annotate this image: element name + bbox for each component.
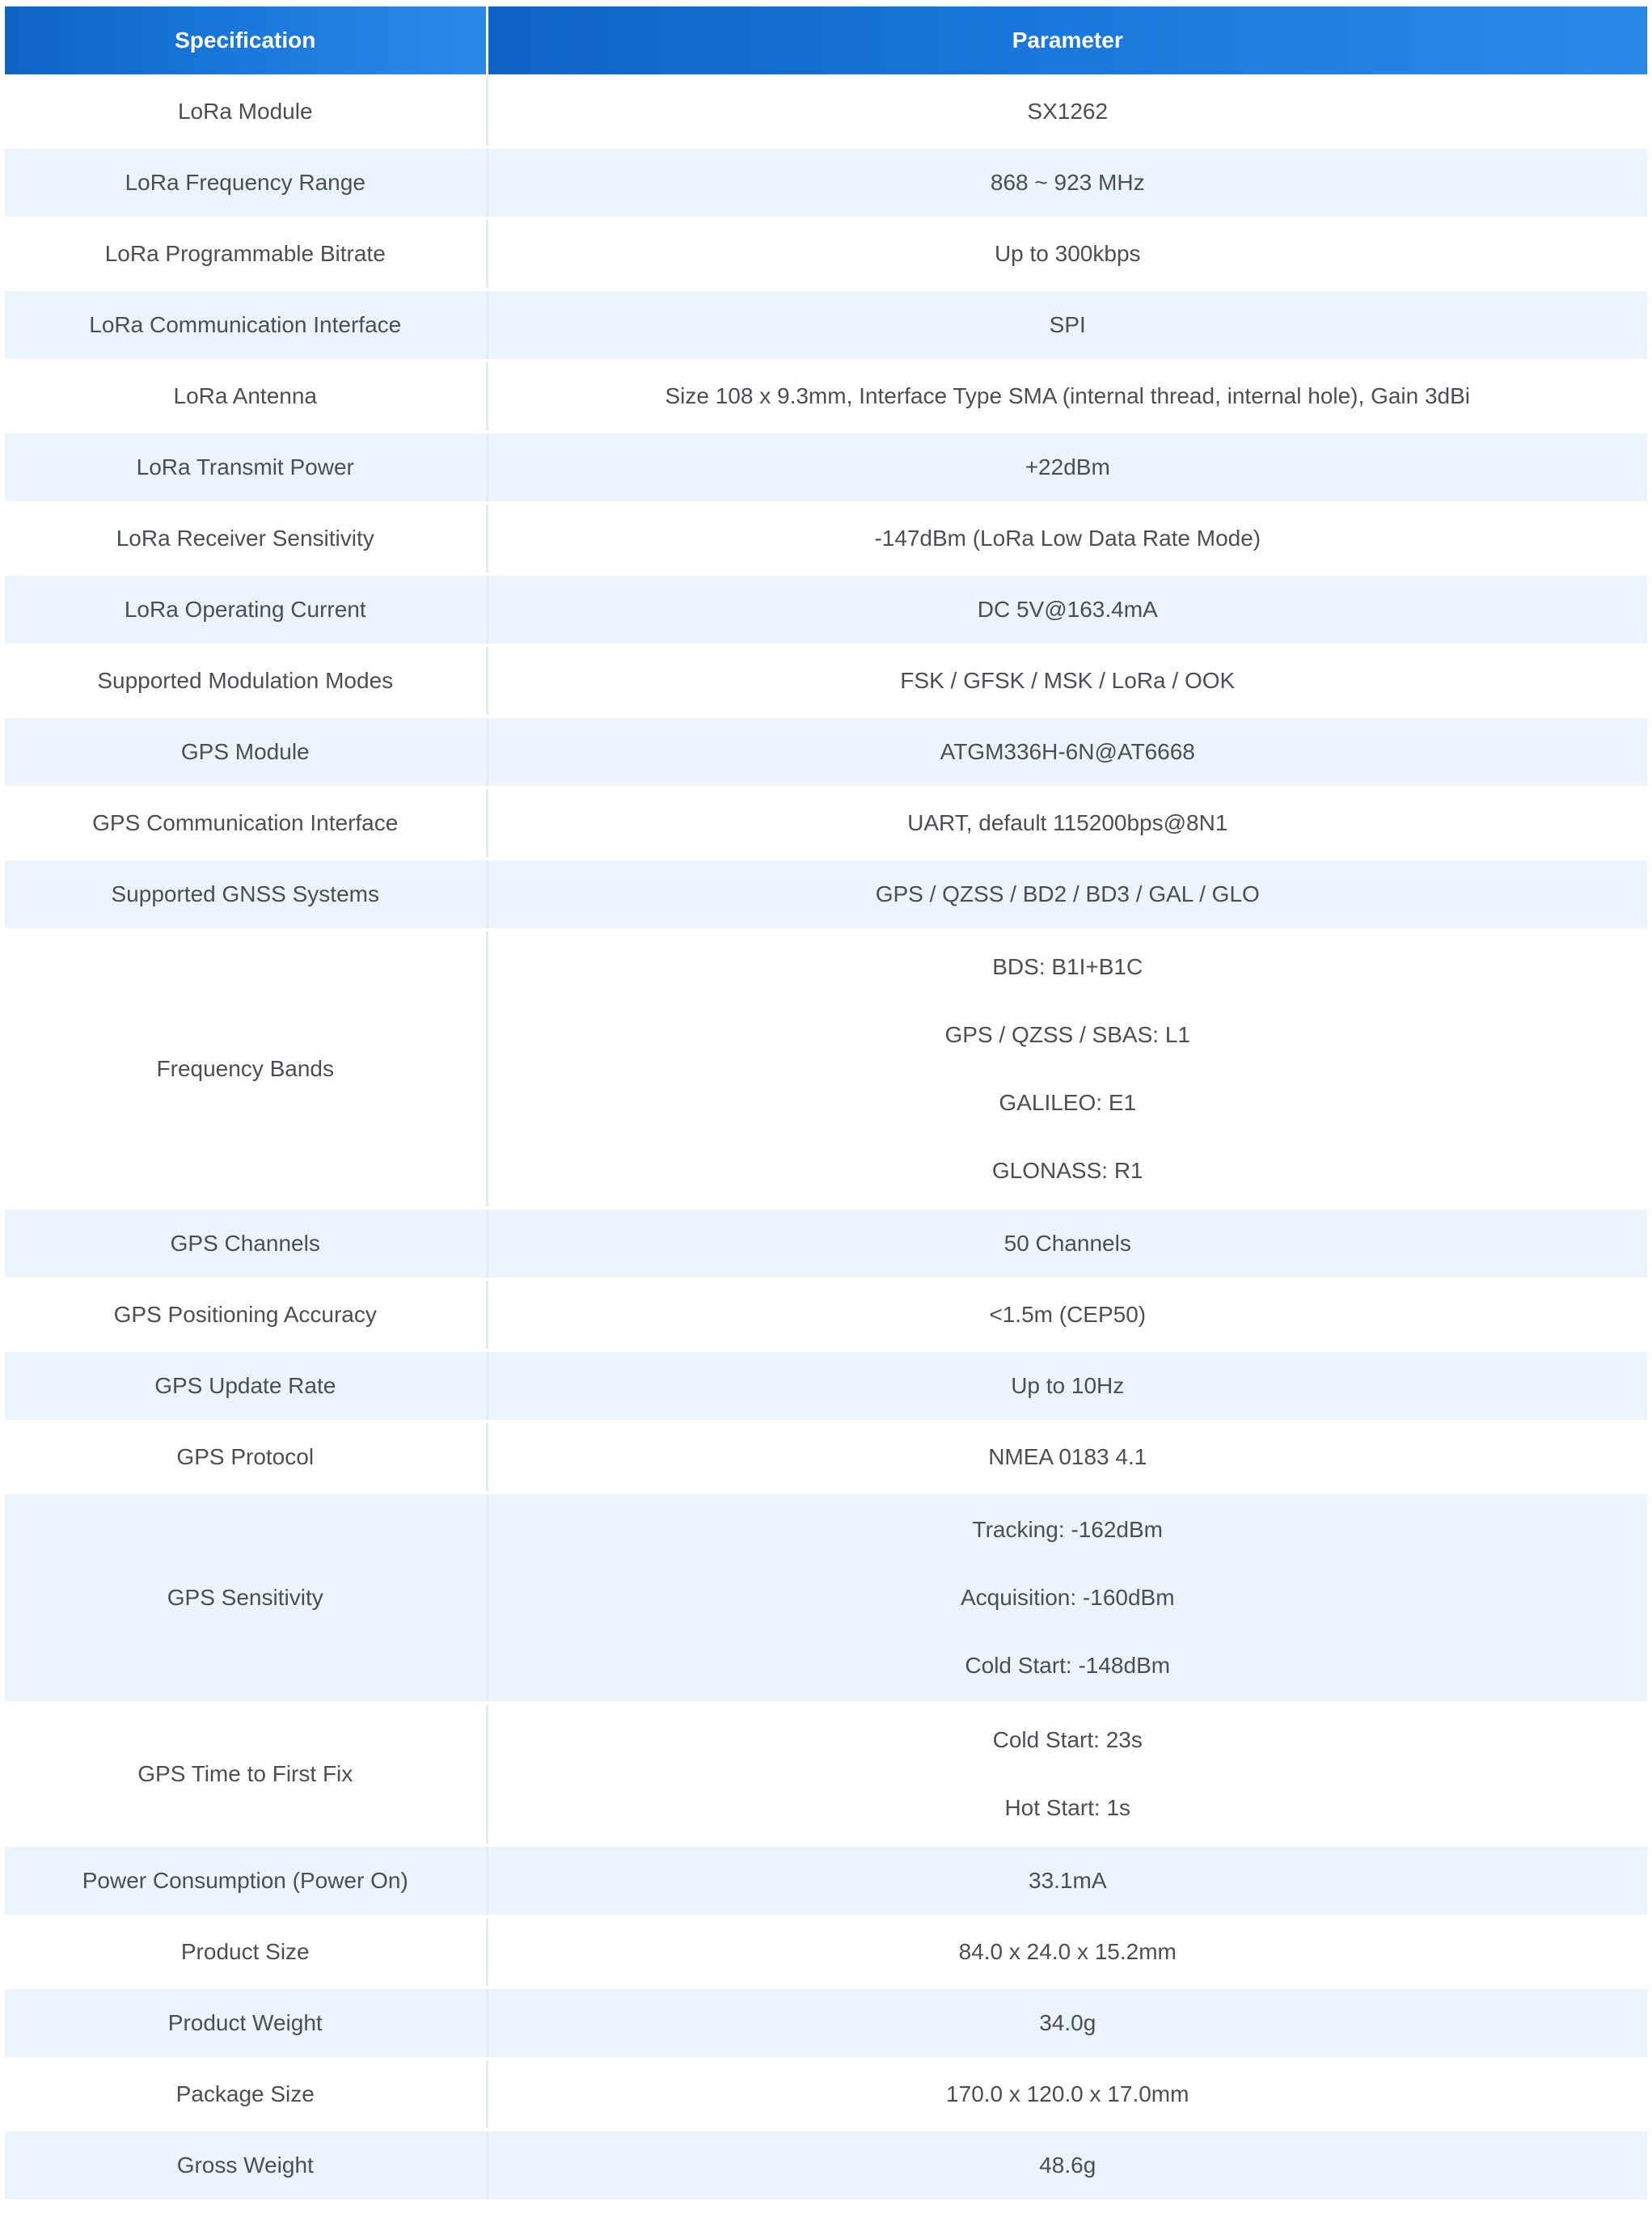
parameter-value: FSK / GFSK / MSK / LoRa / OOK: [900, 668, 1236, 693]
table-row: [5, 1208, 1647, 1279]
parameter-value: 84.0 x 24.0 x 15.2mm: [958, 1939, 1177, 1964]
parameter-value: Cold Start: 23s: [992, 1727, 1143, 1752]
parameter-cell: [487, 1350, 1647, 1422]
parameter-value: Tracking: -162dBm: [972, 1517, 1163, 1542]
parameter-value: GALILEO: E1: [999, 1090, 1137, 1115]
spec-cell: Product Weight: [5, 1988, 487, 2059]
table-row: [5, 930, 1647, 1208]
parameter-cell: [487, 930, 1647, 1208]
parameter-cell: [487, 859, 1647, 930]
parameter-value: <1.5m (CEP50): [989, 1302, 1147, 1327]
spec-cell: Product Size: [5, 1916, 487, 1988]
parameter-value: ATGM336H-6N@AT6668: [940, 739, 1195, 764]
parameter-value: GPS / QZSS / SBAS: L1: [944, 1022, 1190, 1047]
parameter-cell: [487, 645, 1647, 716]
parameter-value: DC 5V@163.4mA: [977, 597, 1158, 622]
parameter-value: -147dBm (LoRa Low Data Rate Mode): [874, 526, 1261, 551]
table-row: [5, 1422, 1647, 1493]
parameter-cell: [487, 289, 1647, 361]
spec-cell: LoRa Antenna: [5, 361, 487, 432]
spec-cell: LoRa Operating Current: [5, 574, 487, 645]
parameter-value: Hot Start: 1s: [1004, 1795, 1131, 1820]
spec-cell: Gross Weight: [5, 2130, 487, 2199]
spec-cell: LoRa Transmit Power: [5, 432, 487, 503]
header-parameter: Parameter: [487, 6, 1647, 76]
table-row: [5, 2059, 1647, 2130]
table-row: [5, 788, 1647, 859]
parameter-cell: [487, 1845, 1647, 1916]
parameter-cell: [487, 1916, 1647, 1988]
spec-cell: GPS Time to First Fix: [5, 1703, 487, 1845]
parameter-value: 170.0 x 120.0 x 17.0mm: [946, 2081, 1189, 2106]
parameter-value: NMEA 0183 4.1: [988, 1444, 1147, 1469]
spec-cell: GPS Protocol: [5, 1422, 487, 1493]
parameter-value: GPS / QZSS / BD2 / BD3 / GAL / GLO: [875, 881, 1260, 906]
parameter-cell: [487, 503, 1647, 574]
table-row: [5, 1350, 1647, 1422]
table-row: [5, 361, 1647, 432]
spec-cell: LoRa Receiver Sensitivity: [5, 503, 487, 574]
table-row: [5, 859, 1647, 930]
table-row: [5, 1845, 1647, 1916]
spec-cell: GPS Sensitivity: [5, 1493, 487, 1703]
parameter-value: 34.0g: [1039, 2010, 1096, 2035]
spec-cell: LoRa Programmable Bitrate: [5, 218, 487, 289]
parameter-cell: [487, 1703, 1647, 1845]
table-row: [5, 432, 1647, 503]
spec-cell: LoRa Frequency Range: [5, 147, 487, 218]
parameter-cell: [487, 574, 1647, 645]
spec-table: [5, 6, 1647, 2199]
table-row: [5, 574, 1647, 645]
table-row: [5, 218, 1647, 289]
parameter-cell: [487, 788, 1647, 859]
parameter-value: Up to 10Hz: [1011, 1373, 1125, 1398]
parameter-value: SPI: [1049, 312, 1086, 337]
parameter-value: UART, default 115200bps@8N1: [907, 810, 1228, 835]
parameter-cell: [487, 1422, 1647, 1493]
spec-cell: Supported Modulation Modes: [5, 645, 487, 716]
parameter-value: Cold Start: -148dBm: [965, 1653, 1171, 1678]
parameter-cell: [487, 147, 1647, 218]
spec-cell: Package Size: [5, 2059, 487, 2130]
parameter-value: SX1262: [1027, 99, 1109, 124]
table-row: [5, 716, 1647, 788]
table-row: [5, 1988, 1647, 2059]
parameter-value: +22dBm: [1025, 454, 1110, 480]
spec-cell: Frequency Bands: [5, 930, 487, 1208]
table-row: [5, 1279, 1647, 1350]
parameter-value: Size 108 x 9.3mm, Interface Type SMA (internal thread, internal hole), Gain 3dBi: [665, 383, 1471, 408]
spec-cell: LoRa Communication Interface: [5, 289, 487, 361]
parameter-cell: [487, 432, 1647, 503]
parameter-value: 50 Channels: [1003, 1231, 1131, 1256]
parameter-value: 868 ~ 923 MHz: [990, 170, 1145, 195]
spec-cell: GPS Positioning Accuracy: [5, 1279, 487, 1350]
spec-cell: GPS Communication Interface: [5, 788, 487, 859]
table-body: [5, 76, 1647, 2199]
table-row: [5, 2130, 1647, 2199]
table-row: [5, 645, 1647, 716]
spec-cell: GPS Module: [5, 716, 487, 788]
parameter-cell: [487, 716, 1647, 788]
table-row: [5, 1916, 1647, 1988]
table-row: [5, 147, 1647, 218]
parameter-cell: [487, 1279, 1647, 1350]
parameter-cell: [487, 76, 1647, 147]
spec-cell: LoRa Module: [5, 76, 487, 147]
parameter-value: BDS: B1I+B1C: [992, 954, 1143, 979]
table-row: [5, 1703, 1647, 1845]
table-row: [5, 76, 1647, 147]
parameter-value: 33.1mA: [1029, 1868, 1107, 1893]
parameter-cell: [487, 2130, 1647, 2199]
parameter-value: 48.6g: [1039, 2153, 1096, 2178]
spec-cell: GPS Update Rate: [5, 1350, 487, 1422]
table-row: [5, 503, 1647, 574]
parameter-cell: [487, 1493, 1647, 1703]
table-row: [5, 1493, 1647, 1703]
header-row: [5, 6, 1647, 76]
parameter-value: GLONASS: R1: [991, 1158, 1143, 1183]
parameter-cell: [487, 2059, 1647, 2130]
spec-cell: Power Consumption (Power On): [5, 1845, 487, 1916]
parameter-cell: [487, 1988, 1647, 2059]
parameter-value: Acquisition: -160dBm: [960, 1585, 1175, 1610]
spec-cell: GPS Channels: [5, 1208, 487, 1279]
parameter-cell: [487, 218, 1647, 289]
parameter-value: Up to 300kbps: [994, 241, 1141, 266]
spec-cell: Supported GNSS Systems: [5, 859, 487, 930]
header-specification: Specification: [5, 6, 487, 76]
table-row: [5, 289, 1647, 361]
parameter-cell: [487, 361, 1647, 432]
parameter-cell: [487, 1208, 1647, 1279]
table-header: [5, 6, 1647, 76]
